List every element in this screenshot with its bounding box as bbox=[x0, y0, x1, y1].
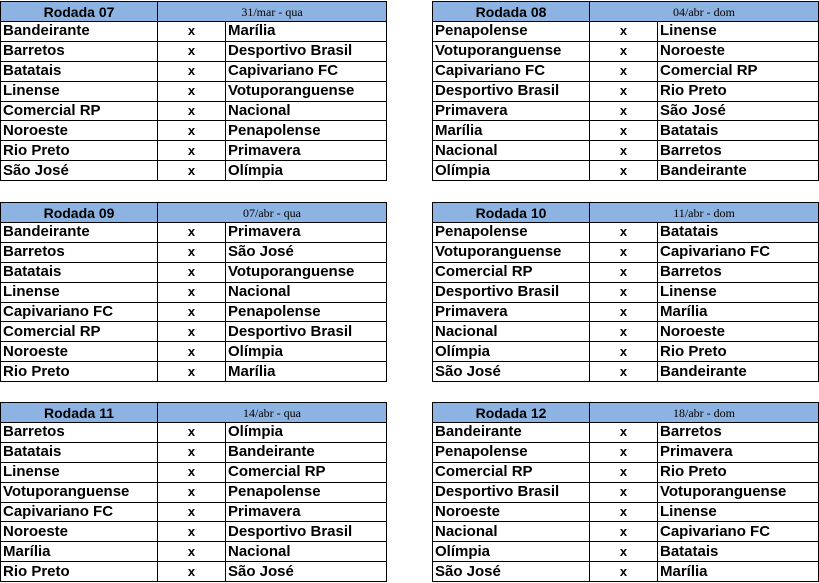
match-row bbox=[433, 462, 819, 482]
home-team: Rio Preto bbox=[1, 362, 158, 382]
home-team: Noroeste bbox=[1, 121, 158, 141]
round-header bbox=[433, 403, 819, 423]
versus-mark: x bbox=[158, 262, 226, 282]
match-row bbox=[433, 502, 819, 522]
versus-mark: x bbox=[158, 322, 226, 342]
match-row bbox=[1, 223, 387, 243]
match-row bbox=[433, 22, 819, 42]
away-team: São José bbox=[658, 101, 819, 121]
home-team: Rio Preto bbox=[1, 141, 158, 161]
home-team: Votuporanguense bbox=[433, 242, 590, 262]
versus-mark: x bbox=[590, 242, 658, 262]
away-team: Olímpia bbox=[226, 161, 387, 181]
match-row bbox=[433, 41, 819, 61]
match-row bbox=[433, 342, 819, 362]
match-row bbox=[433, 442, 819, 462]
away-team: Noroeste bbox=[658, 41, 819, 61]
versus-mark: x bbox=[158, 41, 226, 61]
home-team: Penapolense bbox=[433, 22, 590, 42]
away-team: Bandeirante bbox=[658, 362, 819, 382]
versus-mark: x bbox=[590, 61, 658, 81]
match-row bbox=[1, 442, 387, 462]
home-team: Linense bbox=[1, 282, 158, 302]
home-team: Votuporanguense bbox=[433, 41, 590, 61]
match-row bbox=[433, 482, 819, 502]
versus-mark: x bbox=[158, 141, 226, 161]
versus-mark: x bbox=[158, 423, 226, 443]
versus-mark: x bbox=[590, 161, 658, 181]
home-team: Bandeirante bbox=[1, 22, 158, 42]
away-team: Votuporanguense bbox=[226, 81, 387, 101]
versus-mark: x bbox=[590, 282, 658, 302]
away-team: Noroeste bbox=[658, 322, 819, 342]
match-row bbox=[1, 101, 387, 121]
round-header bbox=[433, 2, 819, 22]
round-title: Rodada 09 bbox=[1, 203, 158, 223]
versus-mark: x bbox=[590, 502, 658, 522]
home-team: Linense bbox=[1, 462, 158, 482]
home-team: Marília bbox=[433, 121, 590, 141]
home-team: Bandeirante bbox=[433, 423, 590, 443]
versus-mark: x bbox=[590, 141, 658, 161]
round-date: 07/abr - qua bbox=[158, 203, 387, 223]
versus-mark: x bbox=[590, 362, 658, 382]
away-team: Primavera bbox=[226, 502, 387, 522]
match-row bbox=[433, 522, 819, 542]
versus-mark: x bbox=[158, 562, 226, 582]
home-team: Primavera bbox=[433, 101, 590, 121]
away-team: Capivariano FC bbox=[226, 61, 387, 81]
away-team: Marília bbox=[226, 362, 387, 382]
round-table bbox=[432, 1, 819, 181]
match-row bbox=[433, 242, 819, 262]
match-row bbox=[1, 322, 387, 342]
match-row bbox=[1, 161, 387, 181]
away-team: Nacional bbox=[226, 282, 387, 302]
versus-mark: x bbox=[590, 342, 658, 362]
away-team: Comercial RP bbox=[658, 61, 819, 81]
versus-mark: x bbox=[158, 302, 226, 322]
versus-mark: x bbox=[158, 242, 226, 262]
home-team: Comercial RP bbox=[1, 101, 158, 121]
away-team: Penapolense bbox=[226, 482, 387, 502]
away-team: Desportivo Brasil bbox=[226, 322, 387, 342]
home-team: Nacional bbox=[433, 322, 590, 342]
versus-mark: x bbox=[158, 522, 226, 542]
away-team: Barretos bbox=[658, 141, 819, 161]
away-team: Batatais bbox=[658, 223, 819, 243]
match-row bbox=[1, 81, 387, 101]
versus-mark: x bbox=[158, 502, 226, 522]
away-team: Rio Preto bbox=[658, 81, 819, 101]
away-team: Primavera bbox=[658, 442, 819, 462]
away-team: Votuporanguense bbox=[658, 482, 819, 502]
away-team: Barretos bbox=[658, 423, 819, 443]
match-row bbox=[433, 262, 819, 282]
away-team: Rio Preto bbox=[658, 342, 819, 362]
versus-mark: x bbox=[158, 362, 226, 382]
home-team: Penapolense bbox=[433, 223, 590, 243]
home-team: Capivariano FC bbox=[1, 502, 158, 522]
versus-mark: x bbox=[590, 223, 658, 243]
match-row bbox=[433, 121, 819, 141]
away-team: Marília bbox=[658, 562, 819, 582]
home-team: Comercial RP bbox=[1, 322, 158, 342]
away-team: Linense bbox=[658, 22, 819, 42]
match-row bbox=[433, 81, 819, 101]
match-row bbox=[433, 61, 819, 81]
round-header bbox=[1, 203, 387, 223]
home-team: Noroeste bbox=[433, 502, 590, 522]
away-team: Primavera bbox=[226, 223, 387, 243]
match-row bbox=[1, 542, 387, 562]
home-team: Nacional bbox=[433, 141, 590, 161]
round-title: Rodada 07 bbox=[1, 2, 158, 22]
match-row bbox=[1, 121, 387, 141]
away-team: Capivariano FC bbox=[658, 522, 819, 542]
match-row bbox=[1, 562, 387, 582]
match-row bbox=[1, 362, 387, 382]
home-team: Marília bbox=[1, 542, 158, 562]
versus-mark: x bbox=[158, 442, 226, 462]
away-team: Desportivo Brasil bbox=[226, 522, 387, 542]
away-team: Marília bbox=[658, 302, 819, 322]
home-team: Linense bbox=[1, 81, 158, 101]
home-team: São José bbox=[433, 562, 590, 582]
home-team: Capivariano FC bbox=[433, 61, 590, 81]
away-team: Marília bbox=[226, 22, 387, 42]
home-team: Rio Preto bbox=[1, 562, 158, 582]
match-row bbox=[433, 302, 819, 322]
match-row bbox=[433, 322, 819, 342]
match-row bbox=[433, 542, 819, 562]
round-date: 31/mar - qua bbox=[158, 2, 387, 22]
match-row bbox=[1, 41, 387, 61]
home-team: Desportivo Brasil bbox=[433, 482, 590, 502]
away-team: Olímpia bbox=[226, 423, 387, 443]
versus-mark: x bbox=[158, 342, 226, 362]
away-team: Capivariano FC bbox=[658, 242, 819, 262]
home-team: Batatais bbox=[1, 262, 158, 282]
versus-mark: x bbox=[158, 22, 226, 42]
home-team: Olímpia bbox=[433, 161, 590, 181]
home-team: Barretos bbox=[1, 41, 158, 61]
match-row bbox=[433, 562, 819, 582]
round-date: 04/abr - dom bbox=[590, 2, 819, 22]
versus-mark: x bbox=[590, 423, 658, 443]
match-row bbox=[433, 101, 819, 121]
round-date: 18/abr - dom bbox=[590, 403, 819, 423]
match-row bbox=[433, 161, 819, 181]
versus-mark: x bbox=[590, 262, 658, 282]
versus-mark: x bbox=[158, 161, 226, 181]
versus-mark: x bbox=[158, 121, 226, 141]
home-team: Noroeste bbox=[1, 342, 158, 362]
away-team: São José bbox=[226, 242, 387, 262]
away-team: Rio Preto bbox=[658, 462, 819, 482]
home-team: Comercial RP bbox=[433, 262, 590, 282]
away-team: São José bbox=[226, 562, 387, 582]
home-team: Nacional bbox=[433, 522, 590, 542]
match-row bbox=[1, 242, 387, 262]
versus-mark: x bbox=[158, 81, 226, 101]
match-row bbox=[1, 262, 387, 282]
home-team: Bandeirante bbox=[1, 223, 158, 243]
versus-mark: x bbox=[590, 462, 658, 482]
home-team: Noroeste bbox=[1, 522, 158, 542]
match-row bbox=[433, 362, 819, 382]
versus-mark: x bbox=[158, 542, 226, 562]
versus-mark: x bbox=[158, 223, 226, 243]
away-team: Linense bbox=[658, 282, 819, 302]
away-team: Barretos bbox=[658, 262, 819, 282]
match-row bbox=[1, 342, 387, 362]
round-table bbox=[432, 202, 819, 382]
home-team: Batatais bbox=[1, 442, 158, 462]
versus-mark: x bbox=[158, 101, 226, 121]
away-team: Olímpia bbox=[226, 342, 387, 362]
round-header bbox=[1, 403, 387, 423]
away-team: Bandeirante bbox=[658, 161, 819, 181]
match-row bbox=[1, 462, 387, 482]
home-team: Primavera bbox=[433, 302, 590, 322]
away-team: Primavera bbox=[226, 141, 387, 161]
home-team: Batatais bbox=[1, 61, 158, 81]
round-title: Rodada 12 bbox=[433, 403, 590, 423]
away-team: Penapolense bbox=[226, 121, 387, 141]
match-row bbox=[1, 282, 387, 302]
round-title: Rodada 08 bbox=[433, 2, 590, 22]
match-row bbox=[1, 522, 387, 542]
versus-mark: x bbox=[158, 482, 226, 502]
away-team: Nacional bbox=[226, 101, 387, 121]
home-team: Capivariano FC bbox=[1, 302, 158, 322]
match-row bbox=[1, 141, 387, 161]
versus-mark: x bbox=[590, 522, 658, 542]
away-team: Linense bbox=[658, 502, 819, 522]
away-team: Nacional bbox=[226, 542, 387, 562]
home-team: Comercial RP bbox=[433, 462, 590, 482]
versus-mark: x bbox=[590, 41, 658, 61]
round-date: 11/abr - dom bbox=[590, 203, 819, 223]
versus-mark: x bbox=[590, 121, 658, 141]
versus-mark: x bbox=[590, 322, 658, 342]
away-team: Desportivo Brasil bbox=[226, 41, 387, 61]
match-row bbox=[1, 502, 387, 522]
versus-mark: x bbox=[590, 101, 658, 121]
away-team: Batatais bbox=[658, 542, 819, 562]
round-title: Rodada 11 bbox=[1, 403, 158, 423]
versus-mark: x bbox=[590, 482, 658, 502]
round-header bbox=[433, 203, 819, 223]
home-team: Barretos bbox=[1, 242, 158, 262]
versus-mark: x bbox=[158, 282, 226, 302]
match-row bbox=[1, 302, 387, 322]
versus-mark: x bbox=[590, 81, 658, 101]
away-team: Votuporanguense bbox=[226, 262, 387, 282]
home-team: São José bbox=[433, 362, 590, 382]
match-row bbox=[433, 282, 819, 302]
round-table bbox=[0, 1, 387, 181]
match-row bbox=[1, 61, 387, 81]
match-row bbox=[1, 423, 387, 443]
home-team: Desportivo Brasil bbox=[433, 282, 590, 302]
round-title: Rodada 10 bbox=[433, 203, 590, 223]
versus-mark: x bbox=[158, 61, 226, 81]
round-table bbox=[0, 402, 387, 582]
home-team: São José bbox=[1, 161, 158, 181]
match-row bbox=[433, 423, 819, 443]
versus-mark: x bbox=[590, 442, 658, 462]
versus-mark: x bbox=[590, 22, 658, 42]
versus-mark: x bbox=[590, 302, 658, 322]
round-date: 14/abr - qua bbox=[158, 403, 387, 423]
away-team: Batatais bbox=[658, 121, 819, 141]
match-row bbox=[1, 482, 387, 502]
versus-mark: x bbox=[590, 542, 658, 562]
versus-mark: x bbox=[590, 562, 658, 582]
home-team: Penapolense bbox=[433, 442, 590, 462]
versus-mark: x bbox=[158, 462, 226, 482]
round-table bbox=[432, 402, 819, 582]
home-team: Olímpia bbox=[433, 542, 590, 562]
away-team: Penapolense bbox=[226, 302, 387, 322]
away-team: Comercial RP bbox=[226, 462, 387, 482]
home-team: Barretos bbox=[1, 423, 158, 443]
match-row bbox=[433, 141, 819, 161]
round-table bbox=[0, 202, 387, 382]
home-team: Votuporanguense bbox=[1, 482, 158, 502]
home-team: Olímpia bbox=[433, 342, 590, 362]
match-row bbox=[1, 22, 387, 42]
round-header bbox=[1, 2, 387, 22]
away-team: Bandeirante bbox=[226, 442, 387, 462]
match-row bbox=[433, 223, 819, 243]
home-team: Desportivo Brasil bbox=[433, 81, 590, 101]
